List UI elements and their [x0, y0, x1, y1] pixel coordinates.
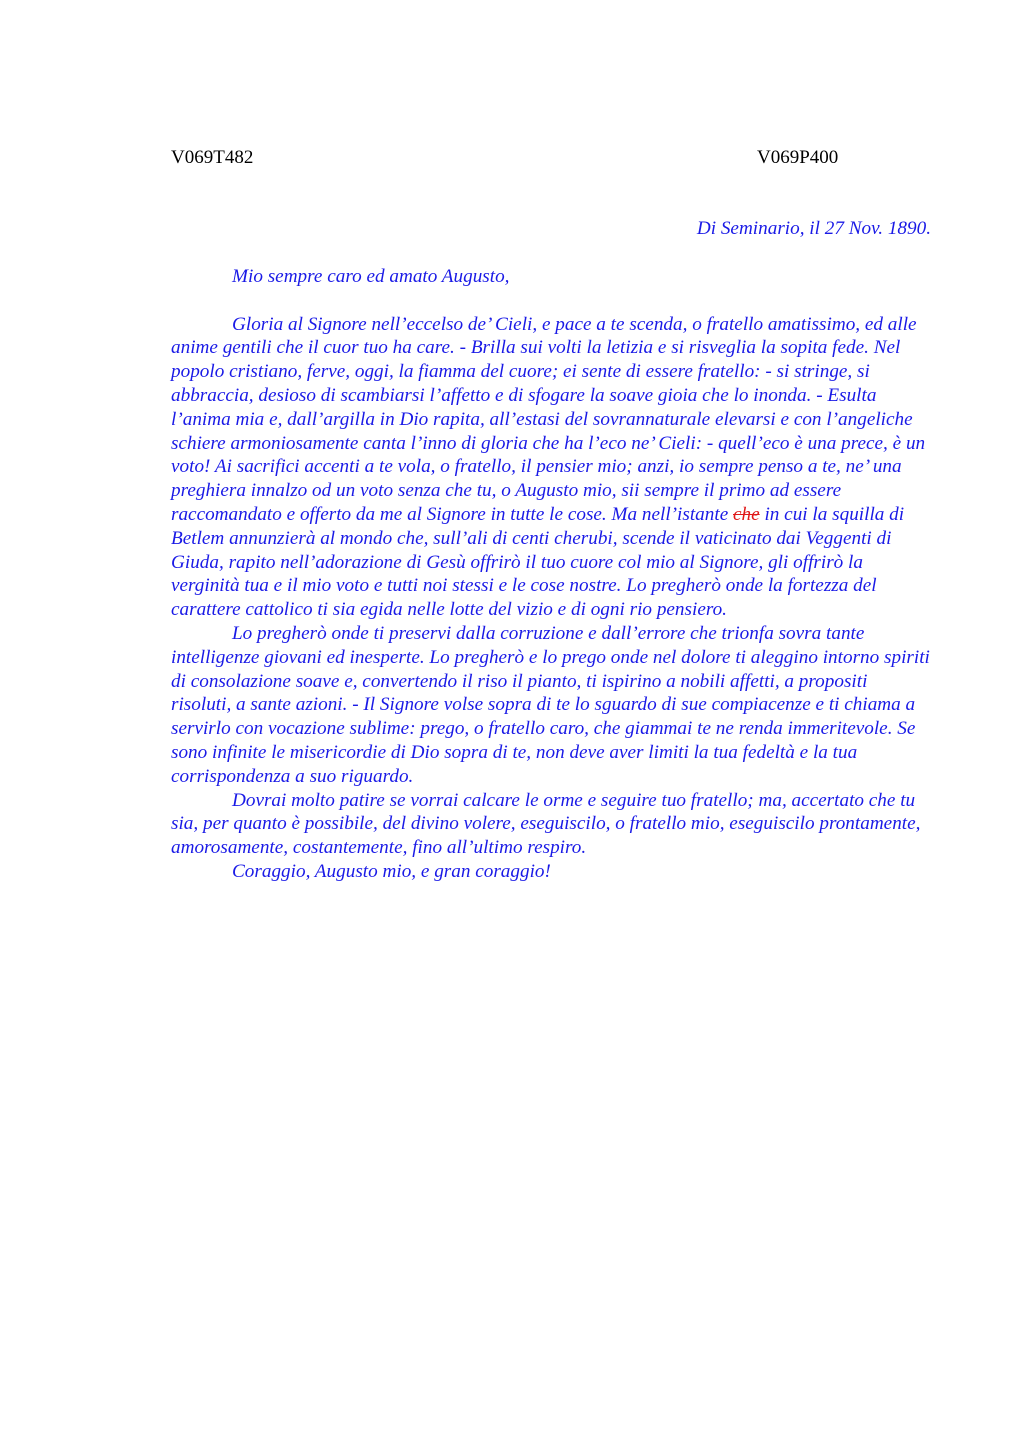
paragraph-2: Lo pregherò onde ti preservi dalla corruzione e dall’errore che trionfa sovra tante intelligenze giovani ed inesperte. Lo pregherò e lo prego onde nel dolore ti aleggino intorno spiriti di consolazione soave e, convertendo il riso il pianto, ti ispirino a nobili affetti, a propositi risoluti, a sante azioni. - Il Signore volse sopra di te lo sguardo di sue compiacenze e ti chiama a servirlo con vocazione sublime: prego, o fratello caro, che giammai te ne renda immeritevole. Se sono infinite le misericordie di Dio sopra di te, non deve aver limiti la tua fedeltà e la tua corrispondenza a suo riguardo. — [171, 622, 930, 787]
letter-body — [171, 217, 931, 884]
struck-word: che — [733, 503, 760, 525]
date-line: Di Seminario, il 27 Nov. 1890. — [696, 218, 931, 239]
paragraph-4: Coraggio, Augusto mio, e gran coraggio! — [232, 860, 551, 882]
paragraph-3: Dovrai molto patire se vorrai calcare le orme e seguire tuo fratello; ma, accertato che tu sia, per quanto è possibile, del divino volere, eseguiscilo, o fratello mio, eseguiscilo prontamente, amorosamente, costantemente, fino all’ultimo respiro. — [171, 789, 921, 859]
paragraph-1-part-1: Gloria al Signore nell’eccelso de’ Cieli, e pace a te scenda, o fratello amatissimo, ed alle anime gentili che il cuor tuo ha care. - Brilla sui volti la letizia e si risveglia la sopita fede. Nel popolo cristiano, ferve, oggi, la fiamma del cuore; ei sente di essere fratello: - si stringe, si abbraccia, desioso di scambiarsi l’affetto e di sfogare la soave gioia che lo inonda. - Esulta l’anima mia e, dall’argilla in Dio rapita, all’estasi del sovrannaturale elevarsi e con l’angeliche schiere armoniosamente canta l’inno di gloria che ha l’eco ne’ Cieli: - quell’eco è una prece, è un voto! Ai sacrifici accenti a te vola, o fratello, il pensier mio; anzi, io sempre penso a te, ne’ una preghiera innalzo od un voto senza che tu, o Augusto mio, sii sempre il primo ad essere raccomandato e offerto da me al Signore in tutte le cose. Ma nell’istante — [171, 313, 926, 525]
document-code-right: V069P400 — [757, 147, 839, 168]
paragraph-1-part-2: in cui la squilla di Betlem annunzierà al mondo che, sull’ali di centi cherubi, scende il vaticinato dai Veggenti di Giuda, rapito nell’adorazione di Gesù offrirò il tuo cuore col mio al Signore, gli offrirò la verginità tua e il mio voto e tutti noi stessi e le cose nostre. Lo pregherò onde la fortezza del carattere cattolico ti sia egida nelle lotte del vizio e di ogni rio pensiero. — [171, 503, 905, 621]
salutation: Mio sempre caro ed amato Augusto, — [232, 265, 510, 287]
paragraph-1 — [171, 313, 931, 622]
document-code-left: V069T482 — [171, 147, 254, 168]
